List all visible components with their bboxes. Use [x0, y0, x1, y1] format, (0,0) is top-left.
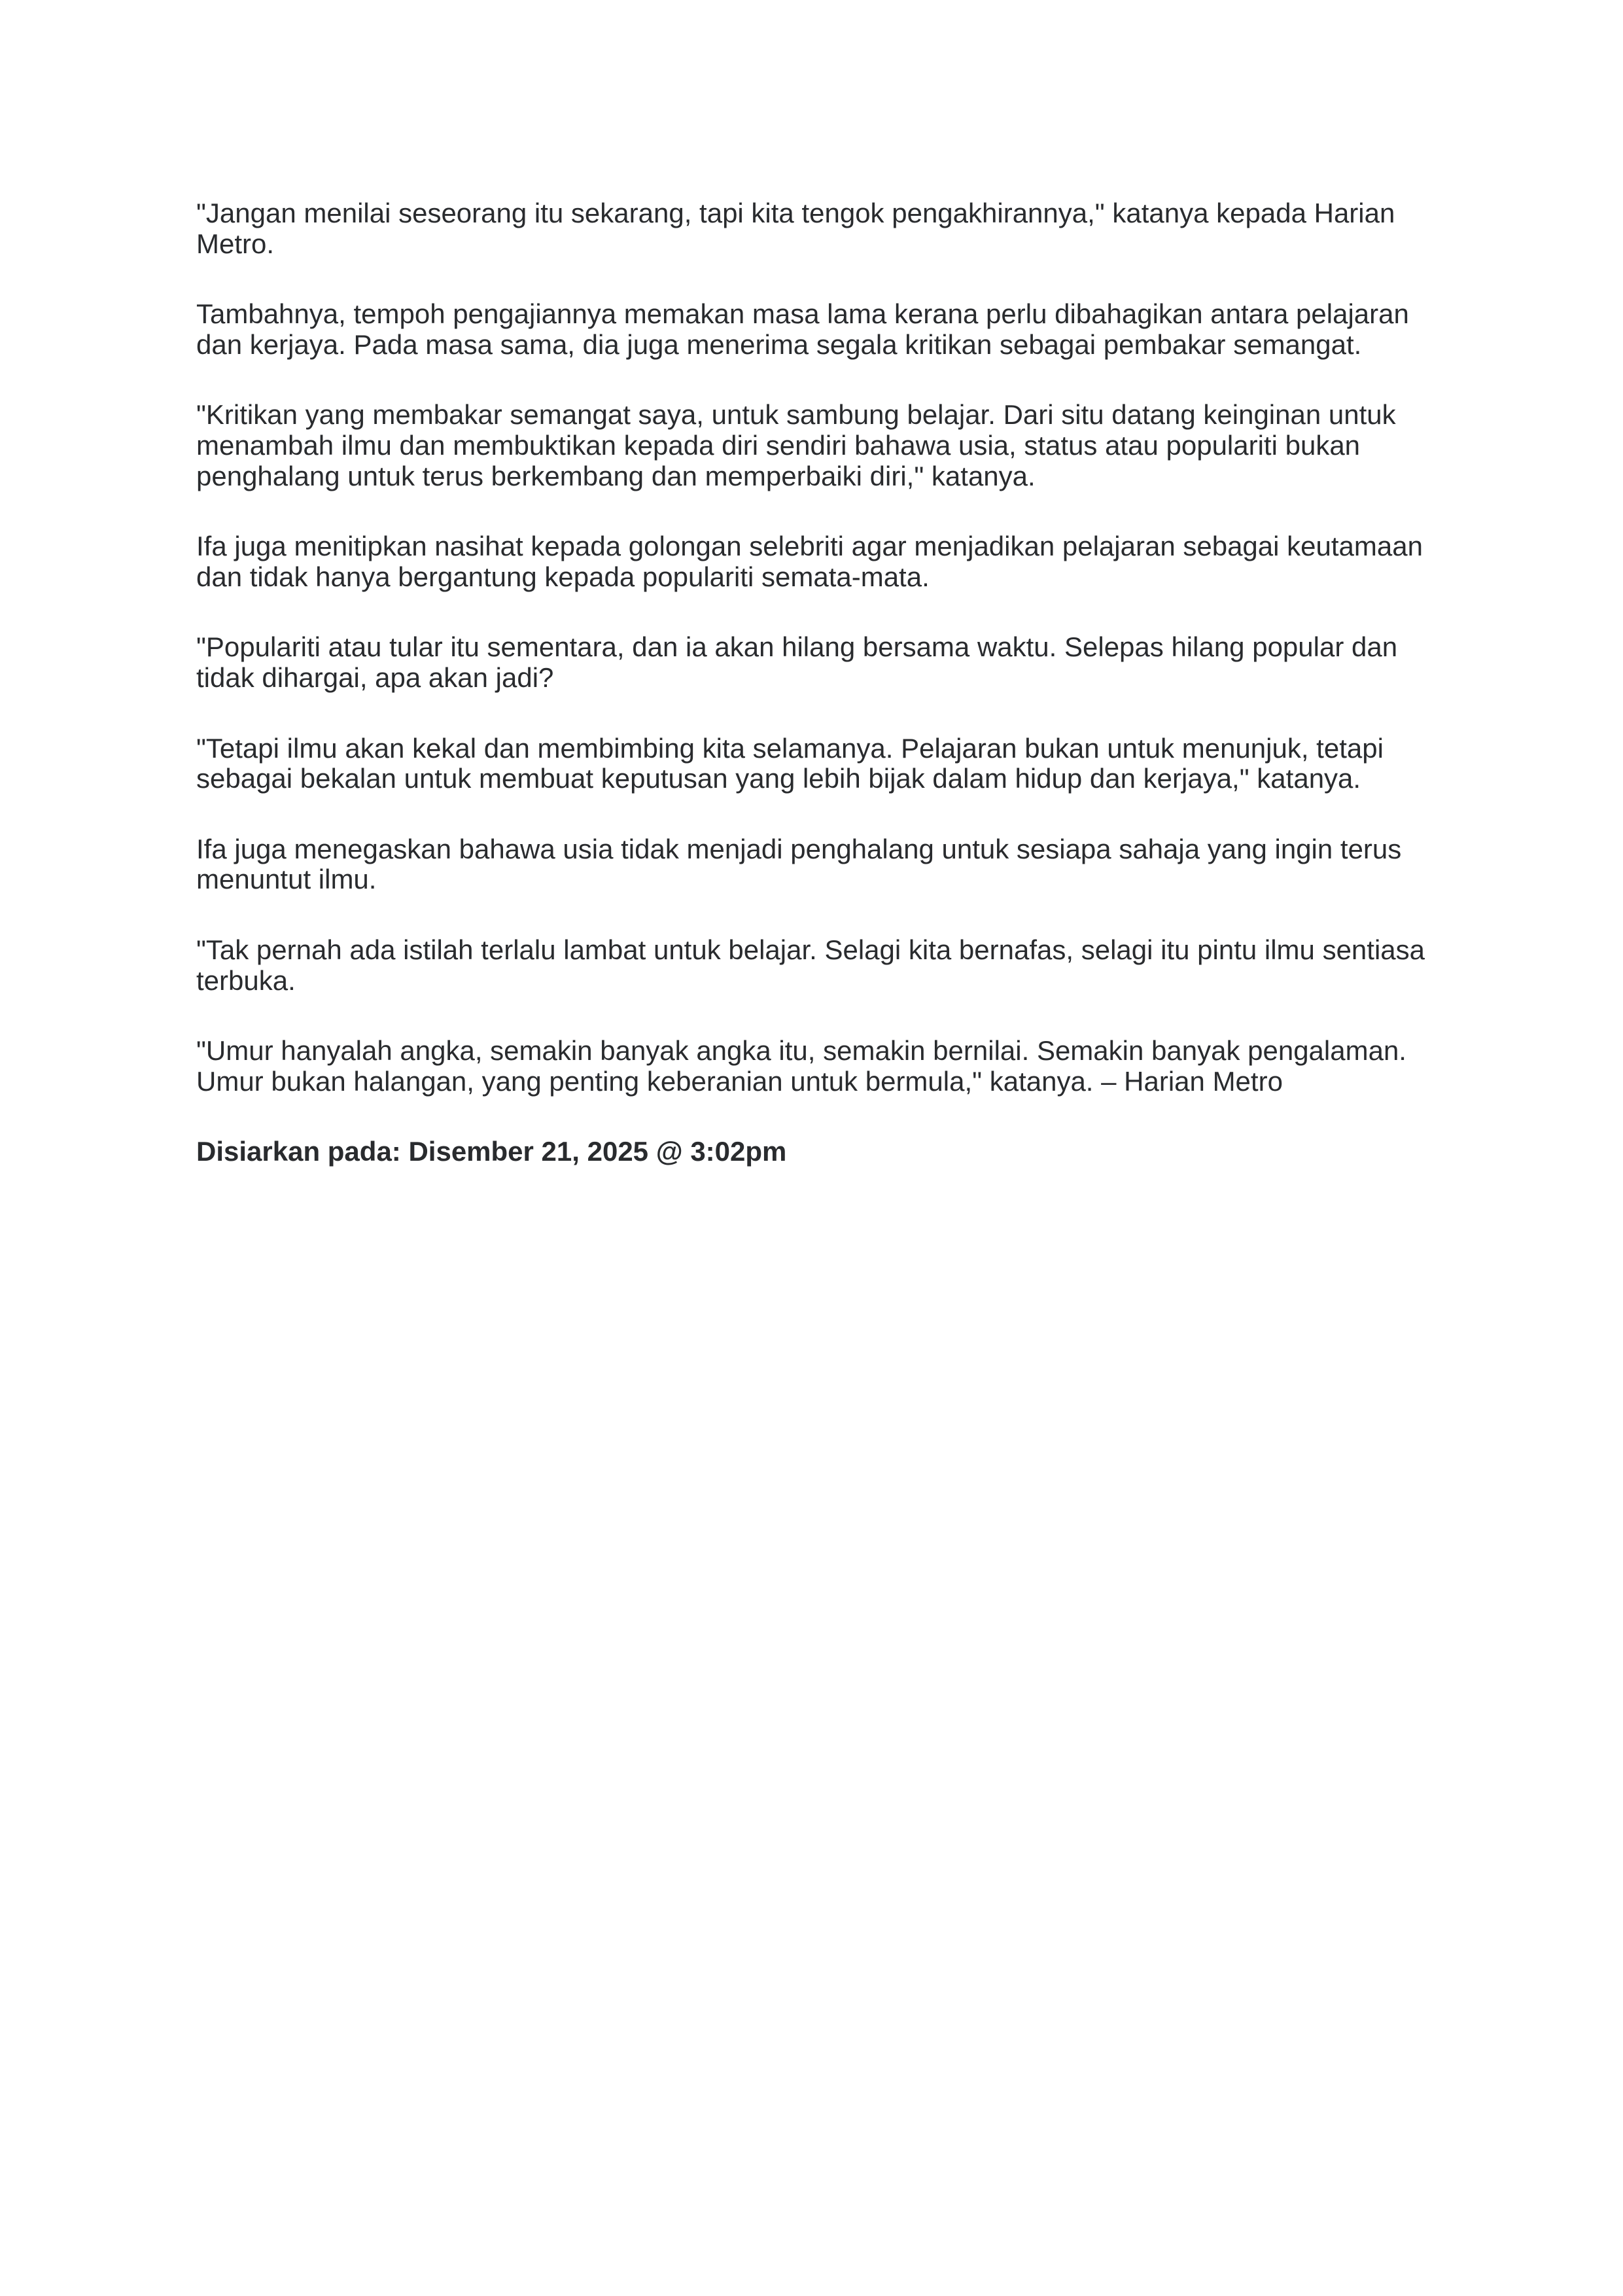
article-paragraph: "Tak pernah ada istilah terlalu lambat untuk belajar. Selagi kita bernafas, selagi itu pintu ilmu sentiasa terbuka. — [196, 934, 1425, 996]
article-body — [196, 198, 1433, 1167]
article-paragraph: "Umur hanyalah angka, semakin banyak angka itu, semakin bernilai. Semakin banyak pengalaman. Umur bukan halangan, yang penting keberanian untuk bermula," katanya. – Harian Metro — [196, 1035, 1406, 1097]
article-paragraph: "Populariti atau tular itu sementara, dan ia akan hilang bersama waktu. Selepas hilang popular dan tidak dihargai, apa akan jadi? — [196, 631, 1398, 693]
article-paragraph: "Jangan menilai seseorang itu sekarang, tapi kita tengok pengakhirannya," katanya kepada Harian Metro. — [196, 198, 1395, 259]
published-date-line: Disiarkan pada: Disember 21, 2025 @ 3:02pm — [196, 1136, 787, 1167]
article-paragraph: Ifa juga menitipkan nasihat kepada golongan selebriti agar menjadikan pelajaran sebagai keutamaan dan tidak hanya bergantung kepada populariti semata-mata. — [196, 531, 1423, 592]
article-paragraph: "Kritikan yang membakar semangat saya, untuk sambung belajar. Dari situ datang keinginan untuk menambah ilmu dan membuktikan kepada diri sendiri bahawa usia, status atau populariti bukan penghalang untuk terus berkembang dan memperbaiki diri," katanya. — [196, 399, 1396, 491]
article-paragraph: Tambahnya, tempoh pengajiannya memakan masa lama kerana perlu dibahagikan antara pelajaran dan kerjaya. Pada masa sama, dia juga menerima segala kritikan sebagai pembakar semangat. — [196, 298, 1409, 360]
article-paragraph: "Tetapi ilmu akan kekal dan membimbing kita selamanya. Pelajaran bukan untuk menunjuk, tetapi sebagai bekalan untuk membuat keputusan yang lebih bijak dalam hidup dan kerjaya," katanya. — [196, 732, 1384, 794]
article-paragraph: Ifa juga menegaskan bahawa usia tidak menjadi penghalang untuk sesiapa sahaja yang ingin terus menuntut ilmu. — [196, 833, 1402, 895]
